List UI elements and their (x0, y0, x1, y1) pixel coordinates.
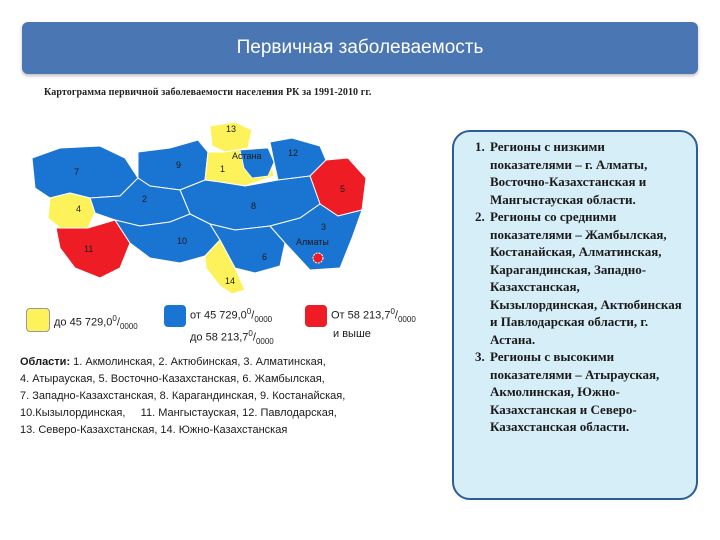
summary-panel (452, 130, 698, 500)
region-label-6: 6 (262, 252, 268, 262)
region-label-14: 14 (225, 276, 236, 286)
map-caption: Картограмма первичной заболеваемости населения РК за 1991-2010 гг. (44, 87, 372, 98)
almaty-label: Алматы (296, 237, 329, 247)
legend-swatch-yellow (26, 308, 50, 332)
summary-item-high: 3. Регионы с высокими показателями – Атырауская, Акмолинская, Южно-Казахстанская и Северо-Казахстанская области. (488, 348, 688, 436)
region-label-7: 7 (74, 167, 80, 177)
almaty-city-marker (313, 253, 323, 263)
summary-item-medium: 2. Регионы со средними показателями – Жамбылская, Костанайская, Алматинская, Карагандинская, Западно-Казахстанская, Кызылординская, Актюбинская и Павлодарская области, г. Астана. (488, 208, 688, 348)
region-label-13: 13 (226, 124, 237, 134)
region-7-shape (32, 146, 138, 198)
legend-swatch-red (305, 305, 327, 327)
region-label-5: 5 (340, 184, 346, 194)
region-label-12: 12 (288, 148, 299, 158)
region-label-11: 11 (84, 244, 94, 254)
region-4-shape (48, 193, 95, 228)
legend-high: От 58 $213,7^0/_{0000}$ и выше (305, 305, 416, 341)
region-label-1: 1 (220, 164, 226, 174)
region-label-2: 2 (142, 194, 148, 204)
region-label-3: 3 (321, 222, 327, 232)
legend-medium: от 45 $729,0^0/_{0000}$ до 58 $213,7^0/_{0000}$ (164, 305, 274, 349)
region-label-8: 8 (251, 201, 257, 211)
summary-item-low: 1. Регионы с низкими показателями – г. Алматы, Восточно-Казахстанская и Мангыстауская области. (488, 138, 688, 208)
summary-list (458, 138, 688, 436)
region-label-9: 9 (176, 160, 182, 170)
kazakhstan-map (30, 118, 370, 296)
regions-list: Области: 1. Акмолинская, 2. Актюбинская, 3. Алматинская, 4. Атырауская, 5. Восточно-Казахстанская, 6. Жамбылская, 7. Западно-Казахстанская, 8. Карагандинская, 9. Костанайская, 10.Кызылординская, 11. Мангыстауская, 12. Павлодарская, 13. Северо-Казахстанская, 14. Южно-Казахстанская (20, 356, 346, 436)
region-label-4: 4 (76, 204, 82, 214)
region-label-10: 10 (177, 236, 188, 246)
page-title: Первичная заболеваемость (236, 37, 484, 58)
title-bar (22, 22, 698, 74)
legend-low: до 45 $729,0^0/_{0000}$ (26, 308, 138, 334)
legend-swatch-blue (164, 305, 186, 327)
astana-label: Астана (232, 151, 262, 161)
